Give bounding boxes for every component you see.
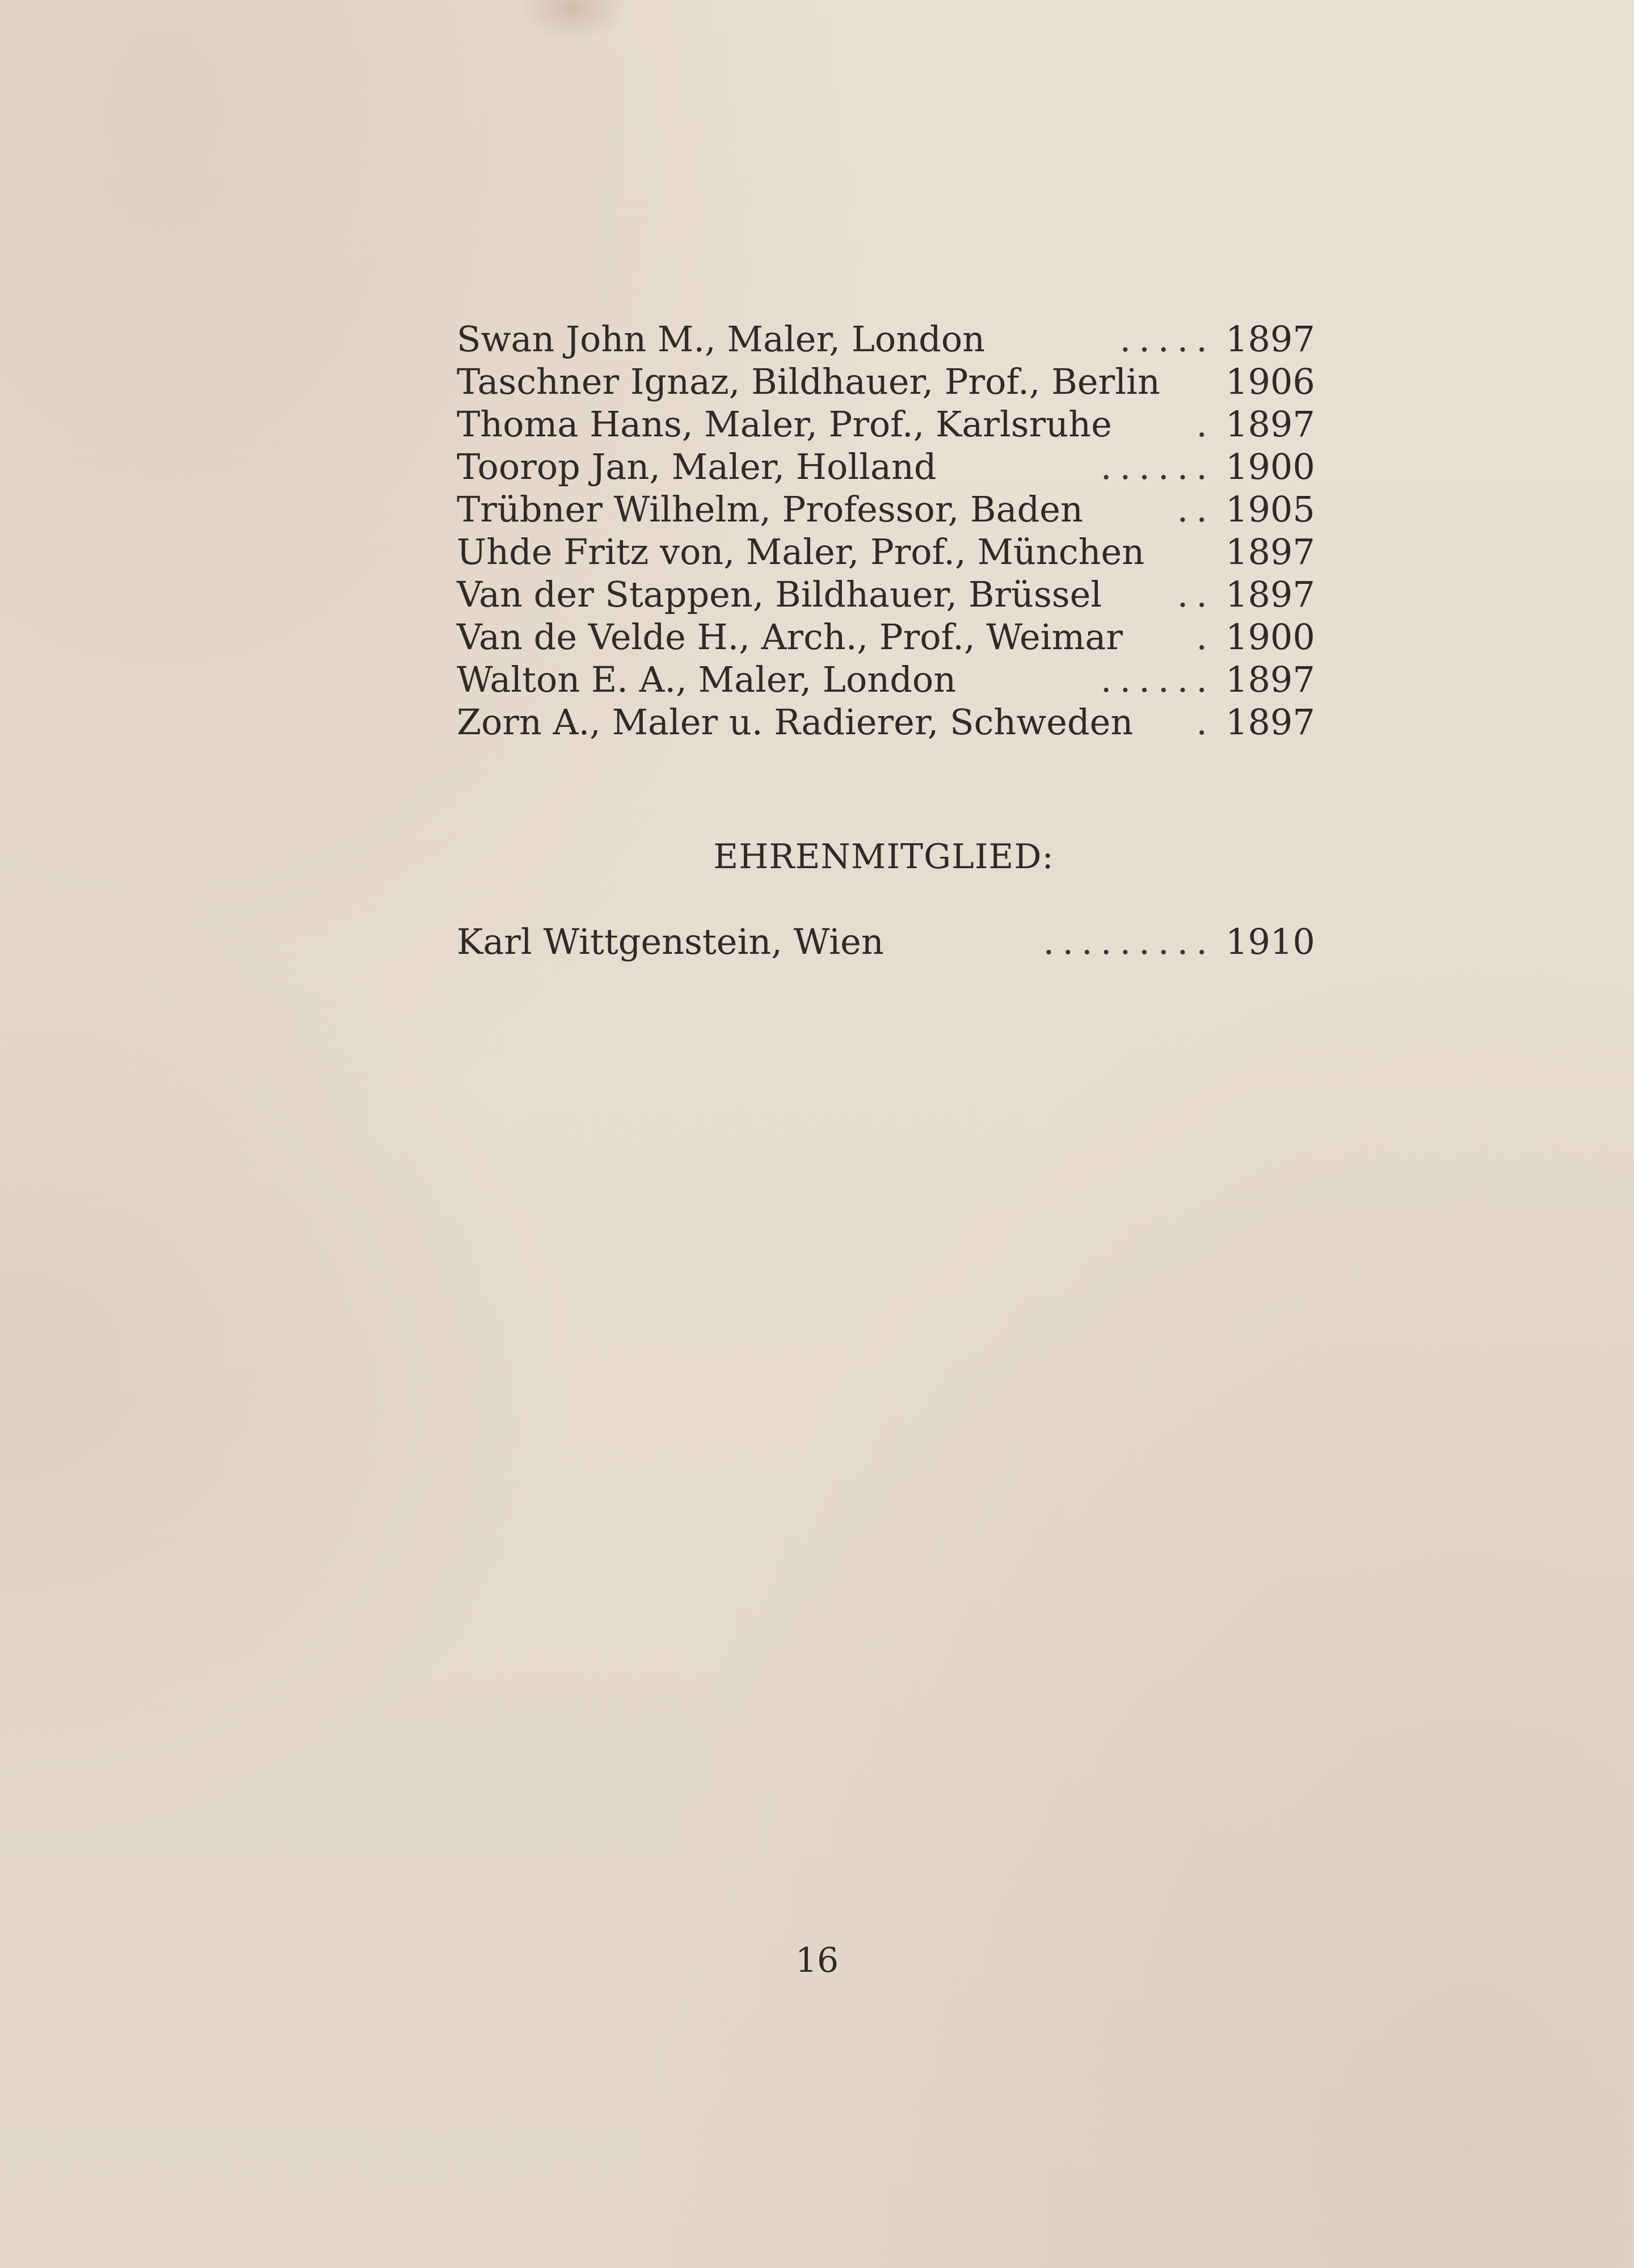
member-year: 1897	[1226, 403, 1315, 445]
member-name: Toorop Jan, Maler, Holland	[457, 446, 937, 487]
member-name: Walton E. A., Maler, London	[457, 659, 957, 700]
member-name: Thoma Hans, Maler, Prof., Karlsruhe	[457, 403, 1112, 445]
member-name: Uhde Fritz von, Maler, Prof., München	[457, 531, 1145, 573]
member-year: 1900	[1226, 446, 1315, 487]
member-name: Zorn A., Maler u. Radierer, Schweden	[457, 701, 1134, 743]
member-year: 1897	[1226, 574, 1315, 615]
member-name: Van der Stappen, Bildhauer, Brüssel	[457, 574, 1102, 615]
dot-leader: ......	[1100, 446, 1215, 487]
honorary-member-list	[457, 920, 1315, 963]
member-entry	[457, 531, 1315, 573]
member-name: Taschner Ignaz, Bildhauer, Prof., Berlin	[457, 361, 1160, 402]
member-year: 1897	[1226, 659, 1315, 700]
member-year: 1897	[1226, 531, 1315, 573]
paper-stain	[522, 0, 624, 40]
section-heading: EHRENMITGLIED:	[713, 837, 1054, 877]
dot-leader: .	[1196, 616, 1215, 658]
dot-leader: .	[1196, 701, 1215, 743]
member-year: 1900	[1226, 616, 1315, 658]
member-entry	[457, 403, 1315, 445]
dot-leader: .	[1196, 403, 1215, 445]
member-entry	[457, 658, 1315, 701]
member-list	[457, 318, 1315, 743]
member-entry	[457, 360, 1315, 403]
member-entry	[457, 445, 1315, 488]
member-year: 1910	[1226, 921, 1315, 962]
dot-leader: .....	[1119, 318, 1215, 360]
member-name: Van de Velde H., Arch., Prof., Weimar	[457, 616, 1123, 658]
member-entry	[457, 488, 1315, 531]
honorary-entry	[457, 920, 1315, 963]
dot-leader: ..	[1177, 489, 1215, 530]
member-name: Swan John M., Maler, London	[457, 318, 986, 360]
member-entry	[457, 318, 1315, 360]
page-number: 16	[795, 1941, 839, 1980]
member-year: 1897	[1226, 701, 1315, 743]
dot-leader: ......	[1100, 659, 1215, 700]
member-entry	[457, 573, 1315, 616]
dot-leader: .........	[1043, 921, 1215, 962]
member-name: Karl Wittgenstein, Wien	[457, 921, 884, 962]
member-entry	[457, 701, 1315, 743]
member-year: 1906	[1226, 361, 1315, 402]
member-year: 1897	[1226, 318, 1315, 360]
member-name: Trübner Wilhelm, Professor, Baden	[457, 489, 1083, 530]
member-year: 1905	[1226, 489, 1315, 530]
member-entry	[457, 616, 1315, 658]
dot-leader: ..	[1177, 574, 1215, 615]
